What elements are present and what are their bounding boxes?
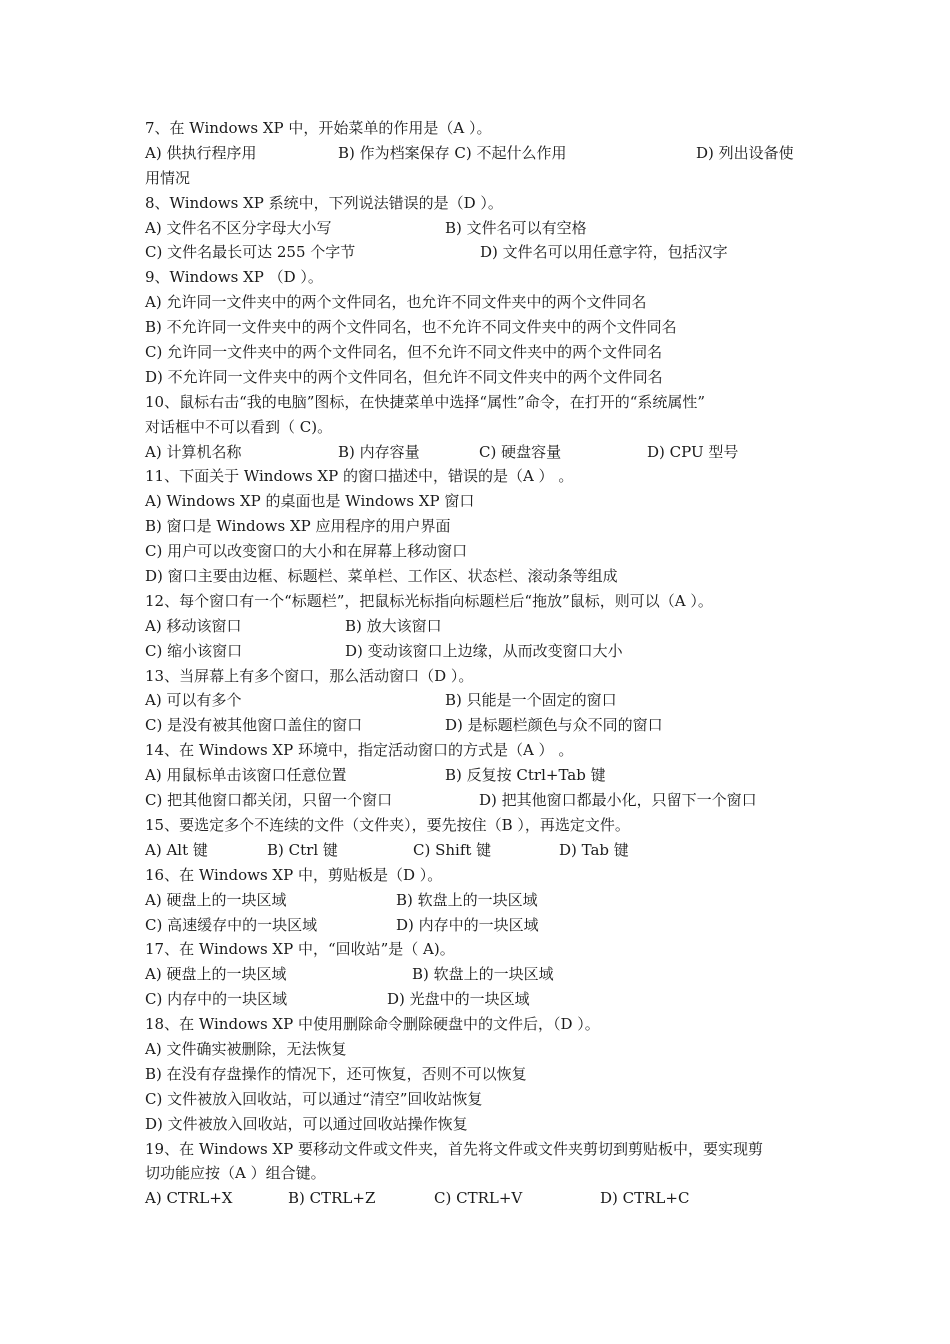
option-d: D) 变动该窗口上边缘，从而改变窗口大小 xyxy=(345,641,623,660)
option-d: D) 把其他窗口都最小化，只留下一个窗口 xyxy=(479,791,757,810)
question-18-option-d xyxy=(145,1112,810,1137)
option-d: D) CTRL+C xyxy=(600,1189,690,1208)
question-19-options xyxy=(145,1186,810,1211)
option-d: D) 是标题栏颜色与众不同的窗口 xyxy=(445,716,663,735)
option-b: B) 放大该窗口 xyxy=(345,616,442,635)
question-13-options-row2 xyxy=(145,713,810,738)
option-c: C) 把其他窗口都关闭，只留一个窗口 xyxy=(145,791,393,810)
option-b-c: B) 作为档案保存 C) 不起什么作用 xyxy=(338,143,567,162)
question-7-stem xyxy=(145,116,810,141)
option-a: A) 允许同一文件夹中的两个文件同名，也允许不同文件夹中的两个文件同名 xyxy=(145,293,647,312)
question-17-stem xyxy=(145,937,810,962)
question-9-stem xyxy=(145,265,810,290)
question-16-stem xyxy=(145,863,810,888)
question-stem-text: 10、鼠标右击“我的电脑”图标，在快捷菜单中选择“属性”命令，在打开的“系统属性” xyxy=(145,392,706,411)
question-18-stem xyxy=(145,1012,810,1037)
option-a: A) 硬盘上的一块区域 xyxy=(145,965,287,984)
question-9-option-a xyxy=(145,290,810,315)
option-a: A) CTRL+X xyxy=(145,1189,233,1208)
option-d: D) 列出设备使 xyxy=(696,143,794,162)
option-b: B) 软盘上的一块区域 xyxy=(396,890,538,909)
question-8-stem xyxy=(145,191,810,216)
question-stem-text: 9、Windows XP （D ）。 xyxy=(145,268,323,287)
question-10-options xyxy=(145,440,810,465)
option-a: A) 可以有多个 xyxy=(145,691,242,710)
option-c: C) CTRL+V xyxy=(434,1189,523,1208)
option-d: D) Tab 键 xyxy=(559,840,629,859)
question-17-options-row2 xyxy=(145,987,810,1012)
question-14-options-row1 xyxy=(145,763,810,788)
option-a: A) Windows XP 的桌面也是 Windows XP 窗口 xyxy=(145,492,475,511)
question-11-option-c xyxy=(145,539,810,564)
question-15-stem xyxy=(145,813,810,838)
question-16-options-row1 xyxy=(145,888,810,913)
option-d: D) 不允许同一文件夹中的两个文件同名，但允许不同文件夹中的两个文件同名 xyxy=(145,367,663,386)
question-18-option-c xyxy=(145,1087,810,1112)
question-8-options-row1 xyxy=(145,216,810,241)
question-stem-text: 11、下面关于 Windows XP 的窗口描述中，错误的是（A ） 。 xyxy=(145,467,574,486)
question-14-stem xyxy=(145,738,810,763)
question-stem-text: 13、当屏幕上有多个窗口，那么活动窗口（D ）。 xyxy=(145,666,474,685)
question-stem-text: 12、每个窗口有一个“标题栏”，把鼠标光标指向标题栏后“拖放”鼠标，则可以（A ）。 xyxy=(145,591,713,610)
question-17-options-row1 xyxy=(145,962,810,987)
option-b: B) 反复按 Ctrl+Tab 键 xyxy=(445,766,606,785)
question-7-options-cont xyxy=(145,166,810,191)
question-9-option-b xyxy=(145,315,810,340)
option-c: C) 缩小该窗口 xyxy=(145,641,243,660)
option-b: B) 内存容量 xyxy=(338,442,420,461)
option-d: D) 文件被放入回收站，可以通过回收站操作恢复 xyxy=(145,1114,468,1133)
option-a: A) 移动该窗口 xyxy=(145,616,242,635)
question-stem-text: 14、在 Windows XP 环境中，指定活动窗口的方式是（A ） 。 xyxy=(145,741,574,760)
question-stem-text: 7、在 Windows XP 中，开始菜单的作用是（A ）。 xyxy=(145,119,492,137)
option-d: D) 光盘中的一块区域 xyxy=(387,990,530,1009)
option-b: B) 只能是一个固定的窗口 xyxy=(445,691,617,710)
question-stem-text: 16、在 Windows XP 中，剪贴板是（D ）。 xyxy=(145,865,443,884)
question-11-option-a xyxy=(145,489,810,514)
option-b: B) Ctrl 键 xyxy=(267,840,338,859)
option-c: C) 硬盘容量 xyxy=(479,442,562,461)
option-a: A) 计算机名称 xyxy=(145,442,242,461)
option-b: B) 在没有存盘操作的情况下，还可恢复，否则不可以恢复 xyxy=(145,1064,527,1083)
question-stem-text: 对话框中不可以看到（ C)。 xyxy=(145,417,333,436)
option-a: A) 硬盘上的一块区域 xyxy=(145,890,287,909)
question-10-stem-cont xyxy=(145,415,810,440)
option-b: B) 窗口是 Windows XP 应用程序的用户界面 xyxy=(145,517,451,536)
option-b: B) CTRL+Z xyxy=(288,1189,376,1208)
question-12-options-row2 xyxy=(145,639,810,664)
option-c: C) 内存中的一块区域 xyxy=(145,990,288,1009)
option-c: C) 允许同一文件夹中的两个文件同名，但不允许不同文件夹中的两个文件同名 xyxy=(145,343,663,362)
option-b: B) 不允许同一文件夹中的两个文件同名，也不允许不同文件夹中的两个文件同名 xyxy=(145,318,677,337)
option-d: D) 窗口主要由边框、标题栏、菜单栏、工作区、状态栏、滚动条等组成 xyxy=(145,567,618,586)
question-14-options-row2 xyxy=(145,788,810,813)
option-c: C) 文件被放入回收站，可以通过“清空”回收站恢复 xyxy=(145,1089,483,1108)
option-c: C) 高速缓存中的一块区域 xyxy=(145,915,318,934)
question-12-stem xyxy=(145,589,810,614)
question-10-stem xyxy=(145,390,810,415)
question-stem-text: 19、在 Windows XP 要移动文件或文件夹，首先将文件或文件夹剪切到剪贴板中，要实现剪 xyxy=(145,1139,763,1158)
option-a: A) Alt 键 xyxy=(145,840,208,859)
question-stem-text: 18、在 Windows XP 中使用删除命令删除硬盘中的文件后，（D ）。 xyxy=(145,1015,600,1034)
option-b: B) 文件名可以有空格 xyxy=(445,218,587,237)
option-c: C) Shift 键 xyxy=(413,840,492,859)
option-d-cont: 用情况 xyxy=(145,168,191,187)
option-a: A) 文件名不区分字母大小写 xyxy=(145,218,332,237)
question-19-stem-cont xyxy=(145,1161,810,1186)
option-d: D) 文件名可以用任意字符，包括汉字 xyxy=(480,243,728,262)
question-8-options-row2 xyxy=(145,240,810,265)
question-16-options-row2 xyxy=(145,913,810,938)
option-a: A) 供执行程序用 xyxy=(145,143,257,162)
question-19-stem xyxy=(145,1137,810,1162)
question-stem-text: 17、在 Windows XP 中，“回收站”是（ A)。 xyxy=(145,940,455,959)
question-11-stem xyxy=(145,464,810,489)
question-12-options-row1 xyxy=(145,614,810,639)
option-d: D) CPU 型号 xyxy=(647,442,739,461)
question-18-option-b xyxy=(145,1062,810,1087)
question-stem-text: 8、Windows XP 系统中，下列说法错误的是（D ）。 xyxy=(145,193,503,212)
question-stem-text: 切功能应按（A ）组合键。 xyxy=(145,1164,326,1183)
question-7-options xyxy=(145,141,810,166)
question-11-option-d xyxy=(145,564,810,589)
option-a: A) 用鼠标单击该窗口任意位置 xyxy=(145,766,347,785)
option-a: A) 文件确实被删除，无法恢复 xyxy=(145,1039,347,1058)
question-9-option-d xyxy=(145,365,810,390)
question-15-options xyxy=(145,838,810,863)
option-c: C) 文件名最长可达 255 个字节 xyxy=(145,243,356,262)
question-9-option-c xyxy=(145,340,810,365)
question-13-stem xyxy=(145,664,810,689)
document-page xyxy=(145,116,810,1211)
option-b: B) 软盘上的一块区域 xyxy=(412,965,554,984)
option-c: C) 是没有被其他窗口盖住的窗口 xyxy=(145,716,363,735)
question-13-options-row1 xyxy=(145,688,810,713)
question-18-option-a xyxy=(145,1037,810,1062)
question-11-option-b xyxy=(145,514,810,539)
option-c: C) 用户可以改变窗口的大小和在屏幕上移动窗口 xyxy=(145,542,468,561)
option-d: D) 内存中的一块区域 xyxy=(396,915,539,934)
question-stem-text: 15、要选定多个不连续的文件（文件夹），要先按住（B ），再选定文件。 xyxy=(145,815,630,834)
